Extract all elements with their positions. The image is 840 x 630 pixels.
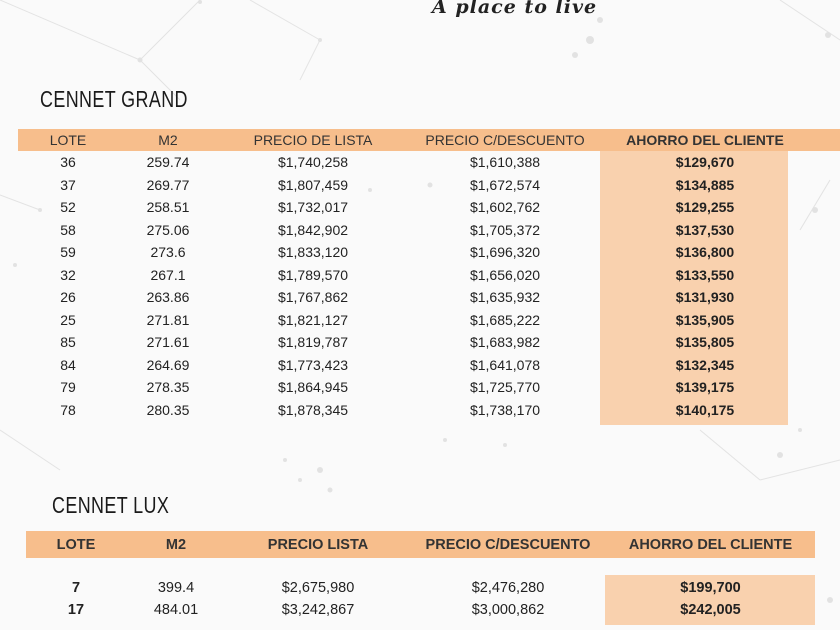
- m2-cell: 264.69: [146, 356, 190, 373]
- discount-price-cell: $1,602,762: [469, 199, 541, 216]
- list-price-cell: $1,789,570: [277, 266, 349, 283]
- savings-cell: $242,005: [680, 602, 741, 618]
- lote-cell: 58: [60, 221, 76, 238]
- table-row: [18, 264, 808, 287]
- savings-cell: $139,175: [675, 379, 735, 396]
- m2-cell: 271.61: [146, 334, 190, 351]
- discount-price-cell: $1,738,170: [469, 401, 541, 418]
- savings-cell: $131,930: [675, 289, 735, 306]
- discount-price-cell: $1,672,574: [469, 176, 541, 193]
- lote-cell: 78: [60, 401, 76, 418]
- list-price-cell: $1,821,127: [277, 311, 349, 328]
- savings-cell: $140,175: [675, 401, 735, 418]
- spacer-row: [26, 558, 815, 577]
- discount-price-cell: $1,696,320: [469, 244, 541, 261]
- savings-cell: $137,530: [675, 221, 735, 238]
- m2-cell: 259.74: [146, 154, 190, 171]
- lote-cell: 25: [60, 311, 76, 328]
- savings-cell: $199,700: [680, 580, 741, 596]
- header-precio-lista: PRECIO LISTA: [267, 536, 369, 553]
- lote-cell: 52: [60, 199, 76, 216]
- discount-price-cell: $1,641,078: [469, 356, 541, 373]
- discount-price-cell: $1,685,222: [469, 311, 541, 328]
- lux-header-row: [26, 531, 815, 558]
- list-price-cell: $1,864,945: [277, 379, 349, 396]
- m2-cell: 267.1: [150, 266, 186, 283]
- savings-cell: $135,905: [675, 311, 735, 328]
- table-row: [18, 219, 808, 242]
- m2-cell: 275.06: [146, 221, 190, 238]
- savings-cell: $135,805: [675, 334, 735, 351]
- table-row: [18, 286, 808, 309]
- lote-cell: 17: [67, 602, 85, 618]
- m2-cell: 278.35: [146, 379, 190, 396]
- lux-title: CENNET LUX: [52, 492, 170, 518]
- list-price-cell: $3,242,867: [281, 602, 355, 618]
- table-row: [26, 599, 815, 621]
- table-row: [18, 196, 808, 219]
- lote-cell: 85: [60, 334, 76, 351]
- list-price-cell: $1,842,902: [277, 221, 349, 238]
- m2-cell: 273.6: [150, 244, 186, 261]
- discount-price-cell: $1,635,932: [469, 289, 541, 306]
- discount-price-cell: $1,656,020: [469, 266, 541, 283]
- grand-header-row: [18, 129, 808, 151]
- list-price-cell: $1,773,423: [277, 356, 349, 373]
- list-price-cell: $1,878,345: [277, 401, 349, 418]
- table-row: [18, 309, 808, 332]
- discount-price-cell: $1,683,982: [469, 334, 541, 351]
- savings-cell: $129,670: [675, 154, 735, 171]
- tagline: A place to live: [432, 0, 598, 18]
- header-precio-descuento: PRECIO C/DESCUENTO: [425, 536, 591, 553]
- discount-price-cell: $1,725,770: [469, 379, 541, 396]
- discount-price-cell: $2,476,280: [471, 580, 545, 596]
- table-row: [18, 354, 808, 377]
- m2-cell: 258.51: [146, 199, 190, 216]
- discount-price-cell: $1,610,388: [469, 154, 541, 171]
- list-price-cell: $1,740,258: [277, 154, 349, 171]
- lote-cell: 84: [60, 356, 76, 373]
- m2-cell: 280.35: [146, 401, 190, 418]
- header-ahorro: AHORRO DEL CLIENTE: [626, 132, 784, 148]
- grand-table: [18, 129, 808, 421]
- savings-cell: $132,345: [675, 356, 735, 373]
- header-precio-descuento: PRECIO C/DESCUENTO: [425, 132, 585, 148]
- header-ahorro: AHORRO DEL CLIENTE: [628, 536, 793, 553]
- header-lote: LOTE: [56, 536, 96, 553]
- grand-title: CENNET GRAND: [40, 86, 188, 112]
- table-row: [26, 577, 815, 599]
- list-price-cell: $1,767,862: [277, 289, 349, 306]
- list-price-cell: $1,833,120: [277, 244, 349, 261]
- savings-cell: $134,885: [675, 176, 735, 193]
- header-precio-lista: PRECIO DE LISTA: [253, 132, 373, 148]
- lote-cell: 59: [60, 244, 76, 261]
- table-row: [18, 376, 808, 399]
- lote-cell: 36: [60, 154, 76, 171]
- list-price-cell: $1,732,017: [277, 199, 349, 216]
- lote-cell: 37: [60, 176, 76, 193]
- table-row: [18, 241, 808, 264]
- m2-cell: 484.01: [153, 602, 199, 618]
- table-row: [18, 174, 808, 197]
- header-lote: LOTE: [49, 132, 87, 148]
- table-row: [18, 399, 808, 422]
- m2-cell: 263.86: [146, 289, 190, 306]
- savings-cell: $136,800: [675, 244, 735, 261]
- lote-cell: 7: [71, 580, 81, 596]
- lote-cell: 32: [60, 266, 76, 283]
- discount-price-cell: $3,000,862: [471, 602, 545, 618]
- savings-cell: $133,550: [675, 266, 735, 283]
- table-row: [18, 331, 808, 354]
- list-price-cell: $2,675,980: [281, 580, 355, 596]
- discount-price-cell: $1,705,372: [469, 221, 541, 238]
- list-price-cell: $1,819,787: [277, 334, 349, 351]
- table-row: [18, 151, 808, 174]
- list-price-cell: $1,807,459: [277, 176, 349, 193]
- lote-cell: 26: [60, 289, 76, 306]
- lote-cell: 79: [60, 379, 76, 396]
- m2-cell: 271.81: [146, 311, 190, 328]
- lux-table: [26, 531, 815, 621]
- header-m2: M2: [165, 536, 187, 553]
- m2-cell: 269.77: [146, 176, 190, 193]
- header-m2: M2: [158, 132, 178, 148]
- savings-cell: $129,255: [675, 199, 735, 216]
- m2-cell: 399.4: [157, 580, 195, 596]
